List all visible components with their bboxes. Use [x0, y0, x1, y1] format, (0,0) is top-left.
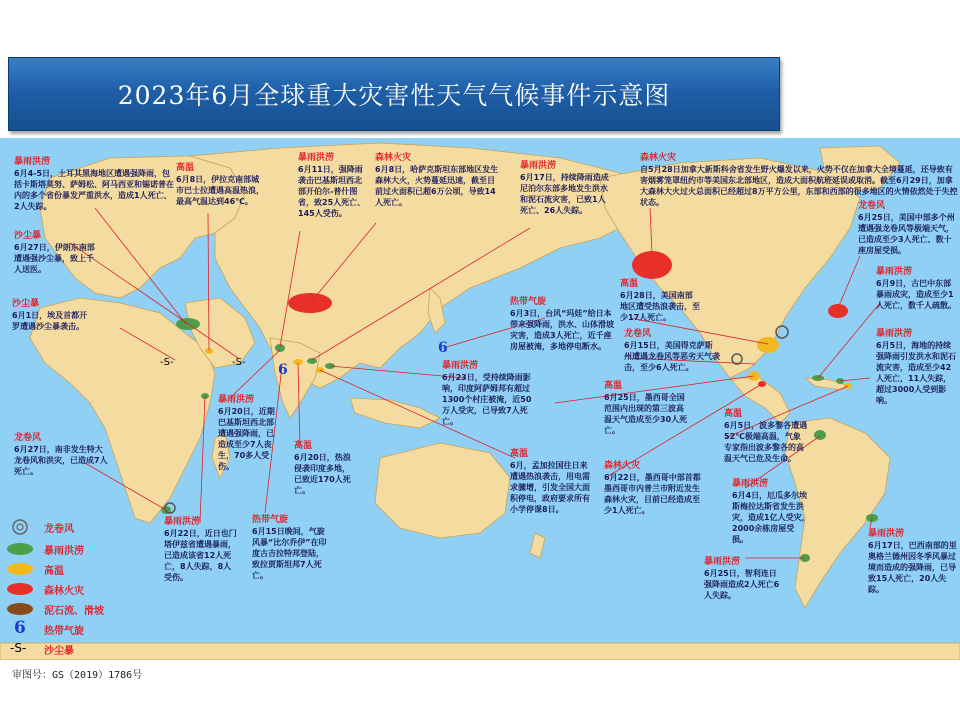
heat-icon: [6, 560, 36, 578]
cyclone-icon: 6: [14, 618, 26, 638]
event-heading: 暴雨洪涝: [442, 361, 479, 371]
legend-label: 热带气旋: [44, 626, 84, 637]
marker-usa-south-heat: [757, 337, 779, 353]
event-text: 6月25日，智利连日强降雨造成2人死亡6人失踪。: [704, 569, 780, 600]
event-heading: 龙卷风: [624, 329, 652, 339]
legend-label: 沙尘暴: [44, 646, 74, 657]
event-heading: 热带气旋: [252, 515, 289, 525]
event-note: [868, 528, 958, 595]
australia-landmass: [375, 443, 510, 538]
event-heading: 高温: [294, 441, 313, 451]
event-text: 6月17日，持续降雨造成尼泊尔东部多地发生洪水和泥石流灾害，已致1人死亡、26人失踪。: [520, 173, 609, 215]
legend-label: 泥石流、滑坡: [44, 606, 104, 617]
event-text: 6月15日晚间，气旋风暴“比尔乔伊”在印度古吉拉特邦登陆，致拉贾斯坦邦7人死亡。: [252, 527, 327, 580]
map-cyclone-japan-icon: 6: [438, 340, 448, 356]
event-note: [520, 160, 610, 216]
event-heading: 沙尘暴: [14, 231, 42, 241]
event-note: [298, 152, 368, 219]
event-heading: 暴雨洪涝: [218, 395, 255, 405]
event-heading: 暴雨洪涝: [14, 157, 51, 167]
legend-item: [4, 560, 174, 578]
event-note: [14, 156, 174, 212]
page-title: 2023年6月全球重大灾害性天气气候事件示意图: [117, 81, 671, 110]
event-note: [732, 478, 810, 545]
event-heading: 高温: [176, 163, 195, 173]
legend-label: 森林火灾: [44, 586, 84, 597]
legend-item: [4, 580, 174, 598]
marker-canada-forest-fire: [632, 251, 672, 279]
legend-label: 暴雨洪涝: [44, 546, 84, 557]
event-text: 6月20日，热浪侵袭印度多地，已致近170人死亡。: [294, 453, 351, 495]
event-text: 6月23日，受持续降雨影响，印度阿萨姆邦有超过1300个村庄被淹，近50万人受灾，已导致7人死亡。: [442, 373, 532, 426]
marker-kazakhstan-forest-fire: [288, 293, 332, 313]
event-text: 6月22日，近日也门塔伊兹省遭遇暴雨，已造成该省12人死亡，8人失踪，8人受伤。: [164, 529, 237, 582]
event-text: 6月11日，强降雨袭击巴基斯坦西北部开伯尔-普什图省，致25人死亡、145人受伤。: [298, 165, 366, 218]
event-note: [164, 516, 238, 583]
legend-item: [4, 518, 174, 536]
event-note: [858, 200, 956, 256]
event-text: 6月9日，古巴中东部暴雨成灾，造成至少1人死亡，数千人疏散。: [876, 279, 956, 310]
event-text: 6月20日，近期巴基斯坦西北部遭遇强降雨，已造成至少7人丧生，70多人受伤。: [218, 407, 275, 471]
forest-fire-icon: [6, 580, 36, 598]
event-heading: 沙尘暴: [12, 299, 40, 309]
event-text: 自5月28日加拿大新斯科舍省发生野火爆发以来，火势不仅在加拿大全境蔓延，还导致有害烟雾笼罩纽约市等美国东北部地区，造成大面积航班延误或取消。截至6月29日，加拿大森林大火过火总面积已经超过8万平方公里，东部和西部的很多地区的火情依然处于失控状态。: [640, 165, 958, 207]
legend-label: 龙卷风: [44, 524, 74, 535]
event-text: 6月，孟加拉国往日来遭遇热浪袭击，用电需求骤增，引发全国大面积停电，政府要求所有小学停课8日。: [510, 461, 590, 514]
marker-nepal-flood: [307, 358, 317, 364]
event-note: [604, 380, 690, 436]
event-note: [876, 266, 958, 311]
landslide-icon: [6, 600, 36, 618]
event-note: [218, 394, 280, 472]
event-note: [375, 152, 501, 208]
event-note: [724, 408, 808, 464]
event-heading: 高温: [604, 381, 623, 391]
legend-item: [4, 620, 174, 638]
event-text: 6月25日，墨西哥全国范围内出现的第三波高温天气造成至少30人死亡。: [604, 393, 688, 435]
legend-label: 高温: [44, 566, 64, 577]
event-heading: 暴雨洪涝: [520, 161, 557, 171]
event-heading: 暴雨洪涝: [732, 479, 769, 489]
event-note: [704, 556, 784, 601]
event-text: 6月17日，巴西南部的里奥格兰德州因冬季风暴过境而造成的强降雨，已导致15人死亡，20人失踪。: [868, 541, 957, 594]
event-heading: 暴雨洪涝: [704, 557, 741, 567]
title-banner: [8, 57, 780, 131]
event-text: 6月28日，美国南部地区遭受热浪袭击，至少17人死亡。: [620, 291, 700, 322]
event-heading: 森林火灾: [604, 461, 641, 471]
event-heading: 暴雨洪涝: [876, 267, 913, 277]
event-text: 6月4-5日，土耳其黑海地区遭遇强降雨，包括卡斯塔莫努、萨姆松、阿马西亚和锡诺普在内的多个省份暴发严重洪水，造成1人死亡、2人失踪。: [14, 169, 174, 211]
event-text: 6月5日，波多黎各遭遇52℃极端高温，气象专家指出波多黎各的高温天气已危及生命。: [724, 421, 808, 463]
leader-line: [818, 303, 880, 378]
event-note: [510, 296, 618, 352]
event-text: 6月15日，美国得克萨斯州遭遇龙卷风等恶劣天气袭击，至少6人死亡。: [624, 341, 720, 372]
event-note: [252, 514, 328, 581]
event-note: [14, 230, 96, 275]
event-text: 6月27日，伊朗东南部遭遇强沙尘暴，致上千人送医。: [14, 243, 95, 274]
event-text: 6月22日，墨西哥中部首都墨西哥市内普兰市附近发生森林火灾，目前已经造成至少1人死亡。: [604, 473, 701, 515]
indonesia-landmass: [350, 398, 440, 428]
event-heading: 暴雨洪涝: [876, 329, 913, 339]
event-heading: 暴雨洪涝: [868, 529, 905, 539]
event-text: 6月4日，厄瓜多尔埃斯梅拉达斯省发生洪灾，造成1亿人受灾，2000余栋房屋受损。: [732, 491, 810, 544]
event-text: 6月8日，伊拉克南部城市巴士拉遭遇高温热浪，最高气温达到46℃。: [176, 175, 264, 206]
tornado-icon: [10, 518, 34, 536]
event-heading: 热带气旋: [510, 297, 547, 307]
legend: [4, 518, 174, 666]
event-heading: 高温: [510, 449, 529, 459]
event-note: [12, 298, 90, 332]
event-heading: 森林火灾: [375, 153, 412, 163]
event-note: [624, 328, 720, 373]
event-note: [14, 432, 110, 477]
map-sandstorm-egypt-icon: -S-: [160, 357, 174, 368]
event-heading: 高温: [724, 409, 743, 419]
rain-flood-icon: [6, 540, 36, 558]
event-heading: 龙卷风: [14, 433, 42, 443]
event-text: 6月27日，南非发生特大龙卷风和洪灾，已造成7人死亡。: [14, 445, 108, 476]
event-heading: 龙卷风: [858, 201, 886, 211]
event-note: [604, 460, 704, 516]
legend-item: [4, 540, 174, 558]
event-heading: 高温: [620, 279, 639, 289]
event-note: [510, 448, 590, 515]
event-text: 6月25日，美国中部多个州遭遇强龙卷风等极端天气，已造成至少3人死亡、数十座房屋受损。: [858, 213, 955, 255]
event-note: [442, 360, 538, 427]
event-note: [294, 440, 356, 496]
map-approval-number: 审图号：GS（2019）1786号: [12, 670, 143, 681]
leader-line: [838, 256, 860, 308]
legend-item: [4, 640, 174, 658]
event-text: 6月1日，埃及首都开罗遭遇沙尘暴袭击。: [12, 311, 88, 331]
event-heading: 暴雨洪涝: [164, 517, 201, 527]
event-text: 6月5日，海地的持续强降雨引发洪水和泥石流灾害，造成至少42人死亡，11人失踪，超过3000人受到影响。: [876, 341, 956, 405]
event-note: [876, 328, 958, 406]
leader-line: [840, 378, 870, 381]
event-note: [620, 278, 700, 323]
map-sandstorm-iran-icon: -S-: [232, 357, 246, 368]
legend-item: [4, 600, 174, 618]
event-note: [176, 162, 266, 207]
event-text: 6月3日，台风“玛娃”给日本带来强降雨，洪水、山体滑坡灾害，造成3人死亡，近千座房屋被淹，多地停电断水。: [510, 309, 614, 351]
event-heading: 暴雨洪涝: [298, 153, 335, 163]
map-cyclone-india-icon: 6: [278, 362, 288, 378]
sandstorm-icon: -S-: [10, 641, 27, 655]
event-heading: 森林火灾: [640, 153, 677, 163]
marker-usa-northeast-fire: [828, 304, 848, 318]
event-text: 6月8日，哈萨克斯坦东部地区发生森林大火，火势蔓延迅速，截至目前过火面积已超6万公顷，导致14人死亡。: [375, 165, 499, 207]
new-zealand-landmass: [530, 533, 545, 558]
